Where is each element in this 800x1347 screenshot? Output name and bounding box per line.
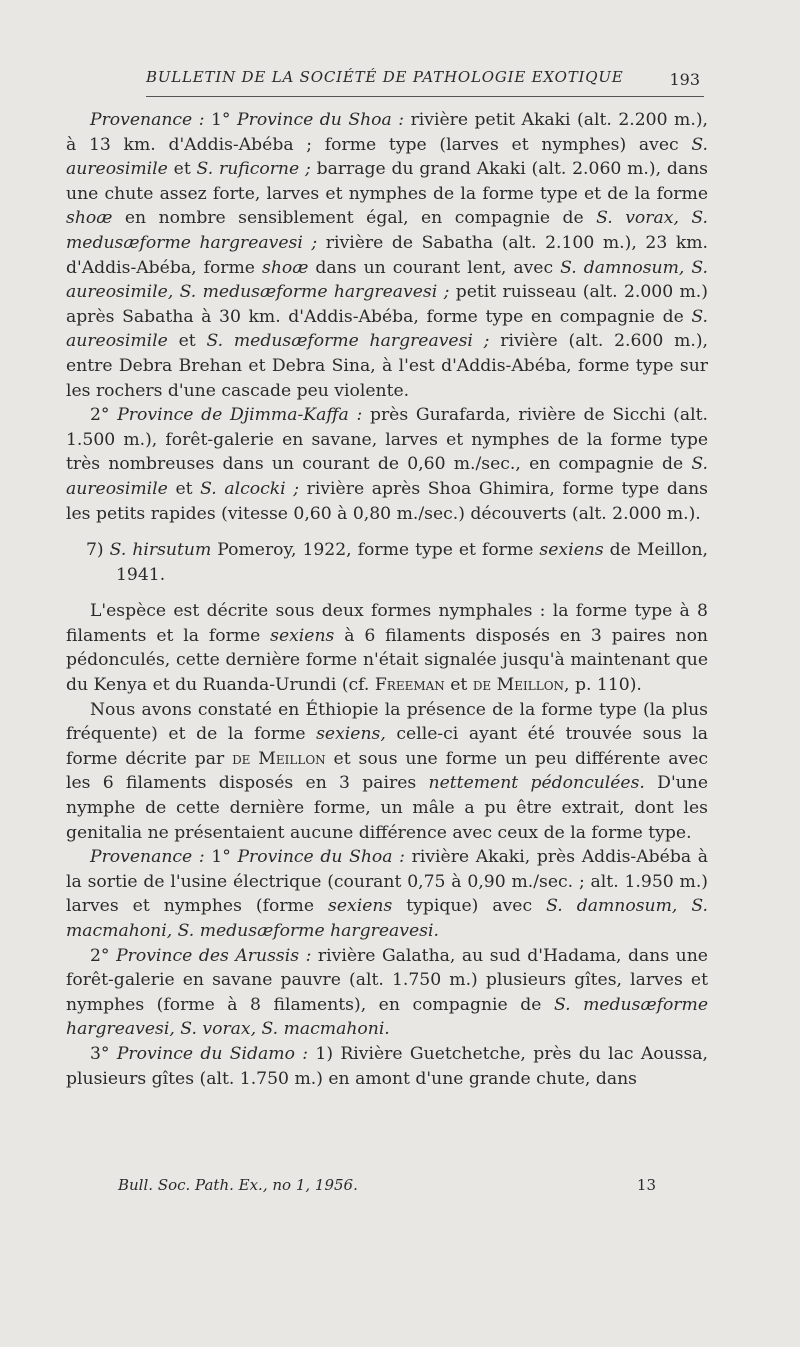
running-header — [146, 62, 704, 97]
text-run: rivière Galatha, au sud d'Hadama, dans une forêt-galerie en savane pauvre (alt. 1.750 m.) plusieurs gîtes, larves et nymphes (forme à 8 filaments), en compagnie de — [66, 945, 708, 1015]
text-run: 7) — [86, 540, 110, 561]
paragraph — [66, 403, 708, 526]
italic-text: sexiens, — [316, 724, 386, 745]
text-run: rivière Akaki, près Addis-Abéba à la sortie de l'usine électrique (courant 0,75 à 0,90 m./sec. ; alt. 1.950 m.) larves et nymphes (forme — [66, 847, 708, 917]
italic-text: Provenance : — [90, 110, 211, 130]
paragraph-gap — [66, 526, 708, 538]
text-run: 1) Rivière Guetchetche, près du lac Aoussa, plusieurs gîtes (alt. 1.750 m.) en amont d'une grande chute, dans — [66, 1043, 709, 1089]
text-run: , p. 110). — [564, 675, 642, 696]
text-run: et sous une forme un peu différente avec les 6 filaments disposés en 3 paires — [66, 748, 709, 794]
page-number: 193 — [669, 70, 700, 89]
italic-text: S. damnosum, S. aureosimile, S. medusæforme hargreavesi ; — [66, 257, 709, 303]
text-run: L'espèce est décrite sous deux formes nymphales : la forme type à 8 filaments et la forme — [66, 601, 708, 646]
text-run: rivière de Sabatha (alt. 2.100 m.), 23 km. d'Addis-Abéba, forme — [66, 232, 709, 278]
italic-text: Province des Arussis : — [116, 945, 312, 966]
sheet-number: 13 — [636, 1176, 656, 1194]
text-run: et — [444, 675, 473, 696]
text-run: 2° — [90, 405, 118, 426]
italic-text: S. damnosum, S. macmahoni, S. medusæforme hargreavesi. — [66, 896, 708, 941]
italic-text: S. alcocki ; — [200, 478, 300, 499]
text-run: rivière petit Akaki (alt. 2.200 m.), à 13 km. d'Addis-Abéba ; forme type (larves et nymphes) avec — [66, 110, 708, 155]
paragraph-gap — [66, 587, 708, 599]
italic-text: S. medusæforme hargreavesi, S. vorax, S. macmahoni. — [66, 994, 708, 1040]
text-run: celle-ci ayant été trouvée sous la forme décrite par — [66, 724, 708, 769]
text-run: et — [167, 159, 197, 180]
text-run: D'une nymphe de cette dernière forme, un mâle a pu être extrait, dont les genitalia ne présentaient aucune différence avec ceux de la forme type. — [66, 773, 708, 843]
author-name: de Meillon — [472, 675, 565, 696]
text-run: 3° — [90, 1043, 117, 1064]
paragraph — [66, 698, 708, 846]
italic-text: S. aureosimile — [66, 306, 708, 352]
author-name: Freeman — [374, 675, 445, 696]
italic-text: Provenance : — [90, 847, 212, 868]
text-run: à 6 filaments disposés en 3 paires non pédonculés, cette dernière forme n'était signalée jusqu'à maintenant que du Kenya et du Ruanda-Urundi (cf. — [66, 625, 708, 696]
italic-text: S. ruficorne ; — [196, 159, 311, 180]
paragraph — [66, 845, 708, 943]
paragraph — [66, 599, 708, 697]
running-title: BULLETIN DE LA SOCIÉTÉ DE PATHOLOGIE EXOTIQUE — [146, 68, 624, 86]
italic-text: Province du Shoa : — [237, 847, 405, 868]
italic-text: nettement pédonculées. — [428, 773, 645, 794]
text-run: petit ruisseau (alt. 2.000 m.) après Sabatha à 30 km. d'Addis-Abéba, forme type en compagnie de — [66, 282, 708, 327]
italic-text: S. aureosimile — [66, 454, 708, 499]
italic-text: Province du Shoa : — [237, 110, 405, 130]
body-text — [66, 108, 708, 1091]
text-run: barrage du grand Akaki (alt. 2.060 m.), dans une chute assez forte, larves et nymphes de la forme type et de la forme — [66, 159, 709, 204]
text-run: typique) avec — [392, 896, 547, 917]
text-run: et — [167, 331, 207, 352]
species-heading — [66, 538, 708, 587]
text-run: rivière (alt. 2.600 m.), entre Debra Brehan et Debra Sina, à l'est d'Addis-Abéba, forme type sur les rochers d'une cascade peu violente. — [66, 331, 708, 401]
text-run: de Meillon, 1941. — [116, 540, 708, 585]
italic-text: S. vorax, S. medusæforme hargreavesi ; — [66, 208, 709, 253]
italic-text: sexiens — [328, 896, 393, 917]
text-run: Nous avons constaté en Éthiopie la présence de la forme type (la plus fréquente) et de la forme — [66, 699, 708, 745]
paragraph — [66, 1042, 708, 1091]
text-run: dans un courant lent, avec — [308, 257, 561, 278]
text-run: Pomeroy, 1922, forme type et forme — [211, 540, 540, 561]
footer-citation: Bull. Soc. Path. Ex., no 1, 1956. — [118, 1176, 358, 1194]
italic-text: S. medusæforme hargreavesi ; — [206, 331, 490, 352]
author-name: de Meillon — [232, 748, 326, 769]
page-footer — [118, 1176, 656, 1194]
italic-text: sexiens — [270, 625, 335, 646]
italic-text: Province du Sidamo : — [116, 1043, 309, 1064]
italic-text: shoæ — [66, 208, 113, 229]
paragraph — [66, 944, 708, 1042]
text-run: 2° — [90, 945, 117, 966]
italic-text: Province de Djimma-Kaffa : — [117, 405, 363, 426]
italic-text: sexiens — [539, 540, 604, 561]
italic-text: S. hirsutum — [109, 540, 212, 561]
text-run: près Gurafarda, rivière de Sicchi (alt. 1.500 m.), forêt-galerie en savane, larves et nymphes de la forme type très nombreuses dans un courant de 0,60 m./sec., en compagnie de — [66, 405, 709, 475]
italic-text: shoæ — [262, 257, 309, 278]
text-run: 1° — [211, 110, 238, 130]
italic-text: S. aureosimile — [66, 134, 708, 180]
text-run: et — [167, 478, 201, 499]
text-run: 1° — [211, 847, 238, 868]
paragraph — [66, 108, 708, 403]
text-run: rivière après Shoa Ghimira, forme type dans les petits rapides (vitesse 0,60 à 0,80 m./sec.) découverts (alt. 2.000 m.). — [66, 478, 708, 524]
text-run: en nombre sensiblement égal, en compagnie de — [112, 208, 597, 229]
